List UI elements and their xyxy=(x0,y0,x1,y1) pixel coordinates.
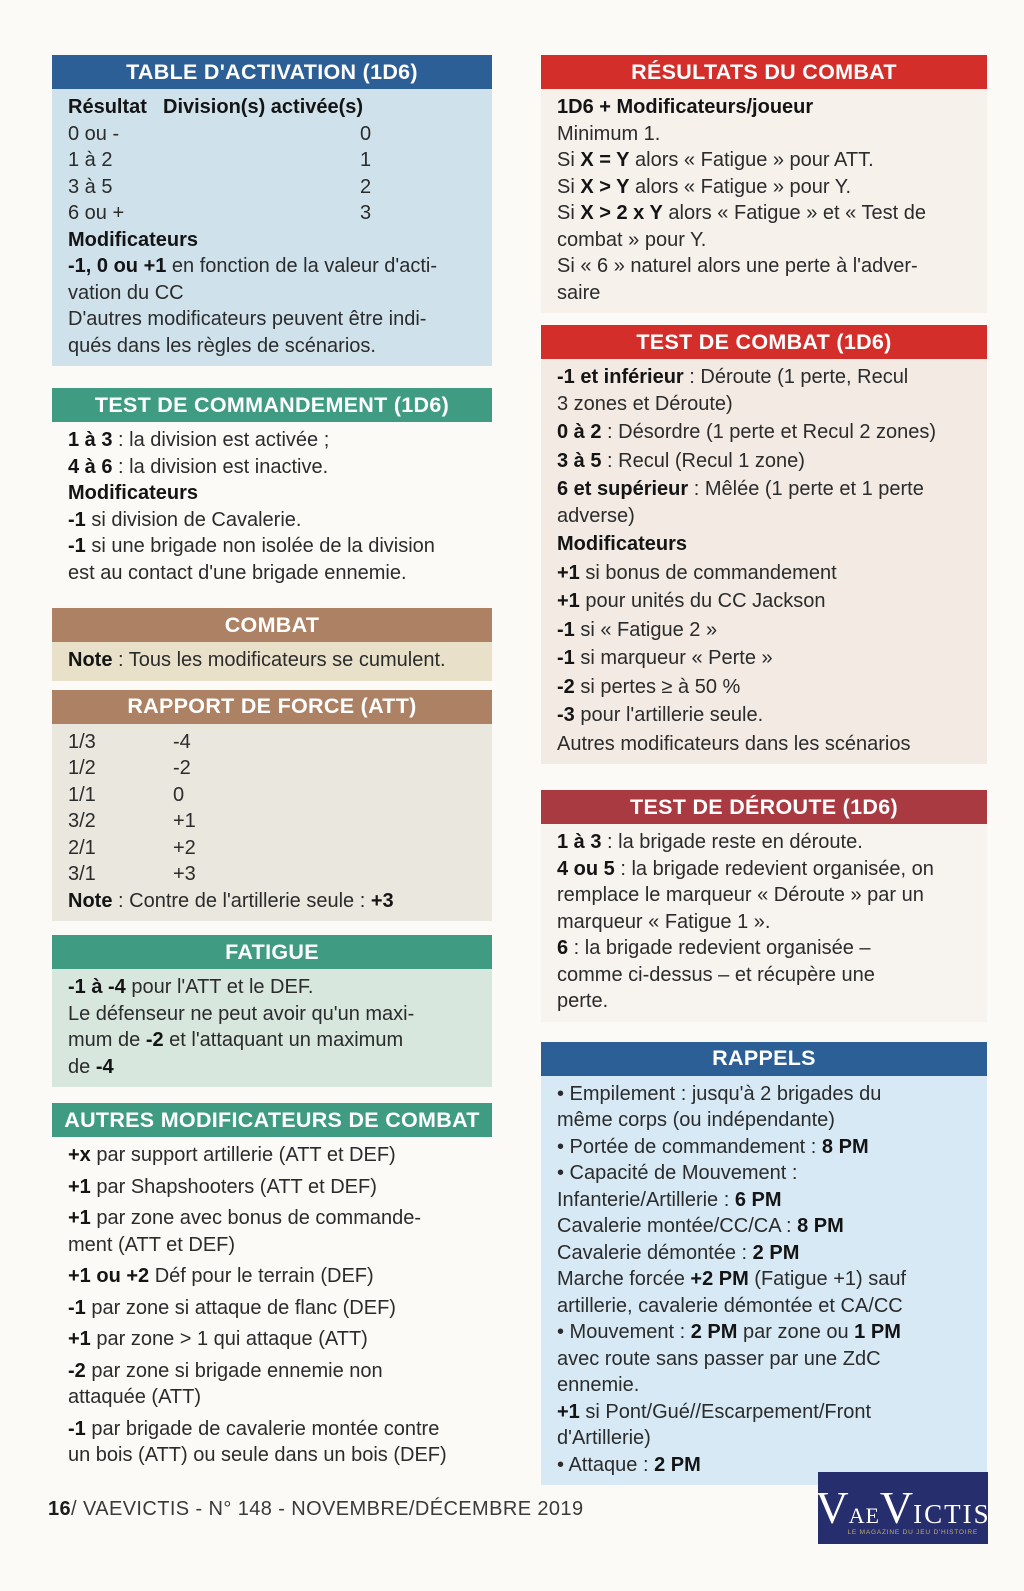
section-body xyxy=(52,642,492,681)
section-title: TEST DE COMBAT (1D6) xyxy=(541,325,987,359)
table-row: 1/3 -4 xyxy=(68,730,191,753)
text-line: -1 par zone si attaque de flanc (DEF) xyxy=(68,1296,396,1319)
section-combat xyxy=(52,608,492,681)
text-line: +1 par zone avec bonus de commande- ment (ATT et DEF) xyxy=(68,1207,422,1256)
left-column xyxy=(52,55,492,1476)
text-line: 1 à 3 : la brigade reste en déroute. xyxy=(557,831,863,853)
section-table-activation xyxy=(52,55,492,366)
text-line: Cavalerie démontée : 2 PM xyxy=(557,1241,800,1264)
section-title: RAPPELS xyxy=(541,1042,987,1076)
text-line: Marche forcée +2 PM (Fatigue +1) sauf artillerie, cavalerie démontée et CA/CC xyxy=(557,1268,907,1317)
section-title: FATIGUE xyxy=(52,935,492,969)
text-line: Si X = Y alors « Fatigue » pour ATT. xyxy=(557,149,874,171)
table-row: 6 ou + 3 xyxy=(68,202,372,224)
text-line: +x par support artillerie (ATT et DEF) xyxy=(68,1144,396,1166)
section-title: TEST DE COMMANDEMENT (1D6) xyxy=(52,388,492,422)
text-line: -1 si « Fatigue 2 » xyxy=(557,618,718,641)
text-line: +1 si bonus de commandement xyxy=(557,561,837,584)
right-column xyxy=(541,55,987,1485)
text-line: • Mouvement : 2 PM par zone ou 1 PM avec route sans passer par une ZdC ennemie. xyxy=(557,1321,901,1396)
text-line: +1 si Pont/Gué//Escarpement/Front d'Artillerie) xyxy=(557,1400,872,1449)
text-line: -1 si une brigade non isolée de la division est au contact d'une brigade ennemie. xyxy=(68,535,435,584)
page-footer xyxy=(48,1498,583,1521)
text-line: 4 à 6 : la division est inactive. xyxy=(68,455,329,478)
section-rapport-de-force xyxy=(52,690,492,922)
table-row: 1/2 -2 xyxy=(68,757,191,779)
text-line: -2 si pertes ≥ à 50 % xyxy=(557,675,741,698)
section-body xyxy=(541,359,987,764)
section-test-combat xyxy=(541,325,987,764)
text-line: -1 par brigade de cavalerie montée contre un bois (ATT) ou seule dans un bois (DEF) xyxy=(68,1417,447,1466)
section-body xyxy=(52,1137,492,1476)
section-body xyxy=(52,422,492,593)
section-body xyxy=(52,969,492,1087)
text-line: -1 si marqueur « Perte » xyxy=(557,647,773,669)
text-line: Minimum 1. xyxy=(557,122,661,145)
table-row: 0 ou - 0 xyxy=(68,122,372,145)
text-line: Modificateurs xyxy=(68,228,199,251)
text-line: -1 si division de Cavalerie. xyxy=(68,508,302,531)
rapport-rows xyxy=(68,729,478,888)
text-line: Modificateurs xyxy=(557,533,688,555)
logo-subtitle: LE MAGAZINE DU JEU D'HISTOIRE xyxy=(847,1528,978,1536)
text-line: 1D6 + Modificateurs/joueur xyxy=(557,96,814,118)
text-line: • Attaque : 2 PM xyxy=(557,1453,701,1476)
text-line: Cavalerie montée/CC/CA : 8 PM xyxy=(557,1215,844,1237)
section-rappels xyxy=(541,1042,987,1486)
text-line: Autres modificateurs dans les scénarios xyxy=(557,732,911,755)
section-body xyxy=(541,89,987,313)
text-line: Note : Contre de l'artillerie seule : +3 xyxy=(68,889,394,912)
text-line: -1, 0 ou +1 en fonction de la valeur d'acti- vation du CC xyxy=(68,255,438,304)
section-title: TABLE D'ACTIVATION (1D6) xyxy=(52,55,492,89)
section-title: COMBAT xyxy=(52,608,492,642)
text-line: 0 à 2 : Désordre (1 perte et Recul 2 zones) xyxy=(557,421,937,443)
table-header-row: Résultat Division(s) activée(s) xyxy=(68,96,364,118)
text-line: +1 par Shapshooters (ATT et DEF) xyxy=(68,1175,377,1198)
text-line: Infanterie/Artillerie : 6 PM xyxy=(557,1188,782,1211)
activation-rows xyxy=(68,121,478,227)
section-test-commandement xyxy=(52,388,492,593)
section-title: RÉSULTATS DU COMBAT xyxy=(541,55,987,89)
text-line: -2 par zone si brigade ennemie non attaquée (ATT) xyxy=(68,1359,383,1408)
text-line: -1 et inférieur : Déroute (1 perte, Recul 3 zones et Déroute) xyxy=(557,366,909,415)
section-test-deroute xyxy=(541,790,987,1022)
table-row: 3/1 +3 xyxy=(68,863,196,885)
section-resultats-combat xyxy=(541,55,987,313)
rapport-note xyxy=(68,888,478,915)
text-line: 1 à 3 : la division est activée ; xyxy=(68,429,330,451)
logo-wordmark: VAEVICTIS xyxy=(815,1481,991,1533)
section-body xyxy=(541,824,987,1022)
text-line: 3 à 5 : Recul (Recul 1 zone) xyxy=(557,449,805,472)
section-title: RAPPORT DE FORCE (ATT) xyxy=(52,690,492,724)
section-body xyxy=(52,89,492,366)
text-line: • Empilement : jusqu'à 2 brigades du même corps (ou indépendante) xyxy=(557,1082,882,1131)
text-line: Le défenseur ne peut avoir qu'un maxi- mum de -2 et l'attaquant un maximum de -4 xyxy=(68,1002,415,1078)
section-title: TEST DE DÉROUTE (1D6) xyxy=(541,790,987,824)
section-title: AUTRES MODIFICATEURS DE COMBAT xyxy=(52,1103,492,1137)
text-line: -1 à -4 pour l'ATT et le DEF. xyxy=(68,976,314,998)
text-line: Note : Tous les modificateurs se cumulent. xyxy=(68,649,446,671)
table-row: 3 à 5 2 xyxy=(68,175,372,198)
table-row: 1 à 2 1 xyxy=(68,149,372,171)
activation-notes xyxy=(68,227,478,360)
text-line: 6 et supérieur : Mêlée (1 perte et 1 perte adverse) xyxy=(557,478,924,527)
text-line: Si « 6 » naturel alors une perte à l'adver- saire xyxy=(557,255,918,304)
text-line: +1 pour unités du CC Jackson xyxy=(557,590,826,612)
section-body xyxy=(52,724,492,922)
section-fatigue xyxy=(52,935,492,1087)
text-line: 4 ou 5 : la brigade redevient organisée, on remplace le marqueur « Déroute » par un marqueur « Fatigue 1 ». xyxy=(557,857,934,933)
section-autres-modificateurs xyxy=(52,1103,492,1476)
page-number: 16 xyxy=(48,1498,72,1520)
footer-text: / VAEVICTIS - N° 148 - NOVEMBRE/DÉCEMBRE 2019 xyxy=(71,1498,584,1520)
text-line: • Portée de commandement : 8 PM xyxy=(557,1135,869,1158)
section-body xyxy=(541,1076,987,1486)
text-line: -3 pour l'artillerie seule. xyxy=(557,704,764,726)
text-line: D'autres modificateurs peuvent être indi- qués dans les règles de scénarios. xyxy=(68,308,427,357)
table-row: 1/1 0 xyxy=(68,783,185,806)
text-line: +1 ou +2 Déf pour le terrain (DEF) xyxy=(68,1265,374,1287)
text-line: Si X > 2 x Y alors « Fatigue » et « Test de combat » pour Y. xyxy=(557,202,926,251)
text-line: Si X > Y alors « Fatigue » pour Y. xyxy=(557,175,852,198)
table-row: 2/1 +2 xyxy=(68,836,196,859)
text-line: +1 par zone > 1 qui attaque (ATT) xyxy=(68,1328,368,1350)
text-line: 6 : la brigade redevient organisée – comme ci-dessus – et récupère une perte. xyxy=(557,937,875,1012)
text-line: Modificateurs xyxy=(68,482,199,504)
vaevictis-logo xyxy=(815,1472,991,1544)
table-row: 3/2 +1 xyxy=(68,810,196,832)
text-line: • Capacité de Mouvement : xyxy=(557,1162,798,1184)
